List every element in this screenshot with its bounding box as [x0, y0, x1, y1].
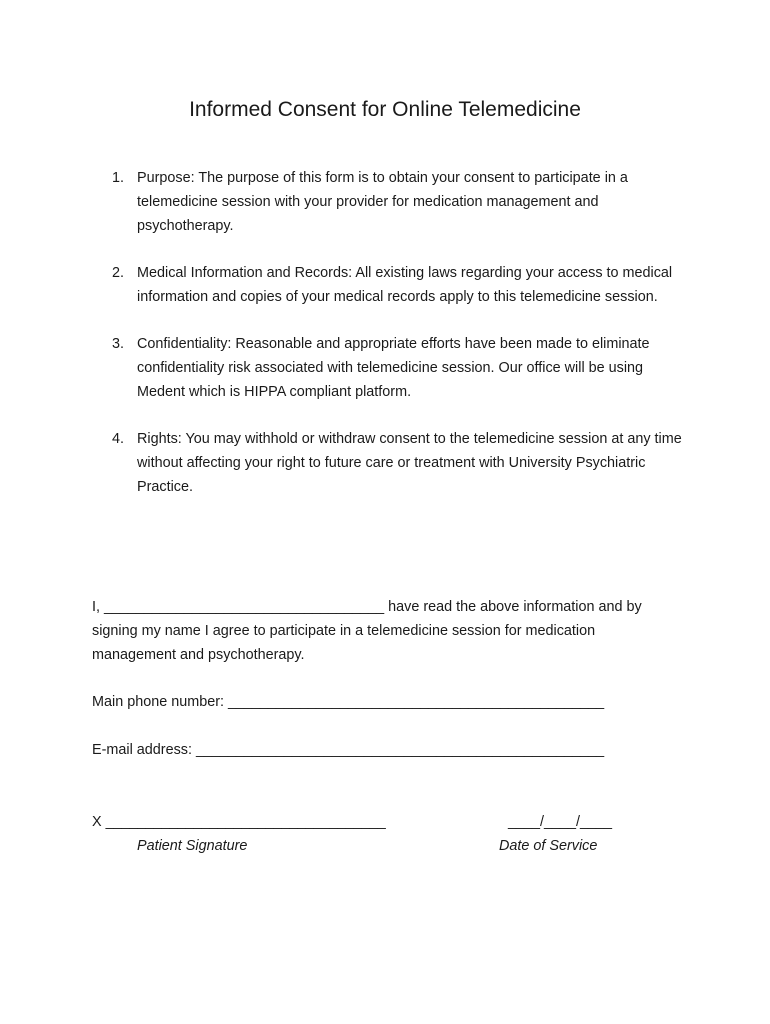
consent-statement: I, ___________________________________ have read the above information and by signing my name I agree to participate in a telemedicine session for medication management and psychotherapy. [92, 599, 642, 663]
date-of-service-line: ____/____/____ [508, 814, 613, 830]
patient-signature-caption: Patient Signature [137, 838, 248, 854]
email-address-field: E-mail address: ___________________________________________________ [92, 742, 605, 758]
consent-terms-list [106, 166, 686, 522]
date-of-service-caption: Date of Service [499, 838, 598, 854]
list-item [106, 427, 686, 499]
item-number: 3. [112, 336, 125, 352]
list-item [106, 166, 686, 238]
item-text-confidentiality: Confidentiality: Reasonable and appropriate efforts have been made to eliminate confidentiality risk associated with telemedicine session. Our office will be using Medent which is HIPPA compliant platform. [137, 336, 650, 400]
list-item [106, 261, 686, 309]
item-number: 2. [112, 265, 125, 281]
list-item [106, 332, 686, 404]
item-text-purpose: Purpose: The purpose of this form is to obtain your consent to participate in a telemedicine session with your provider for medication management and psychotherapy. [137, 170, 628, 234]
phone-number-field: Main phone number: _______________________________________________ [92, 694, 605, 710]
form-title: Informed Consent for Online Telemedicine [189, 98, 581, 121]
item-number: 1. [112, 170, 125, 186]
item-number: 4. [112, 431, 125, 447]
signature-line: X ___________________________________ [92, 814, 386, 830]
item-text-medical-records: Medical Information and Records: All existing laws regarding your access to medical information and copies of your medical records apply to this telemedicine session. [137, 265, 673, 305]
item-text-rights: Rights: You may withhold or withdraw consent to the telemedicine session at any time without affecting your right to future care or treatment with University Psychiatric Practice. [137, 431, 682, 495]
